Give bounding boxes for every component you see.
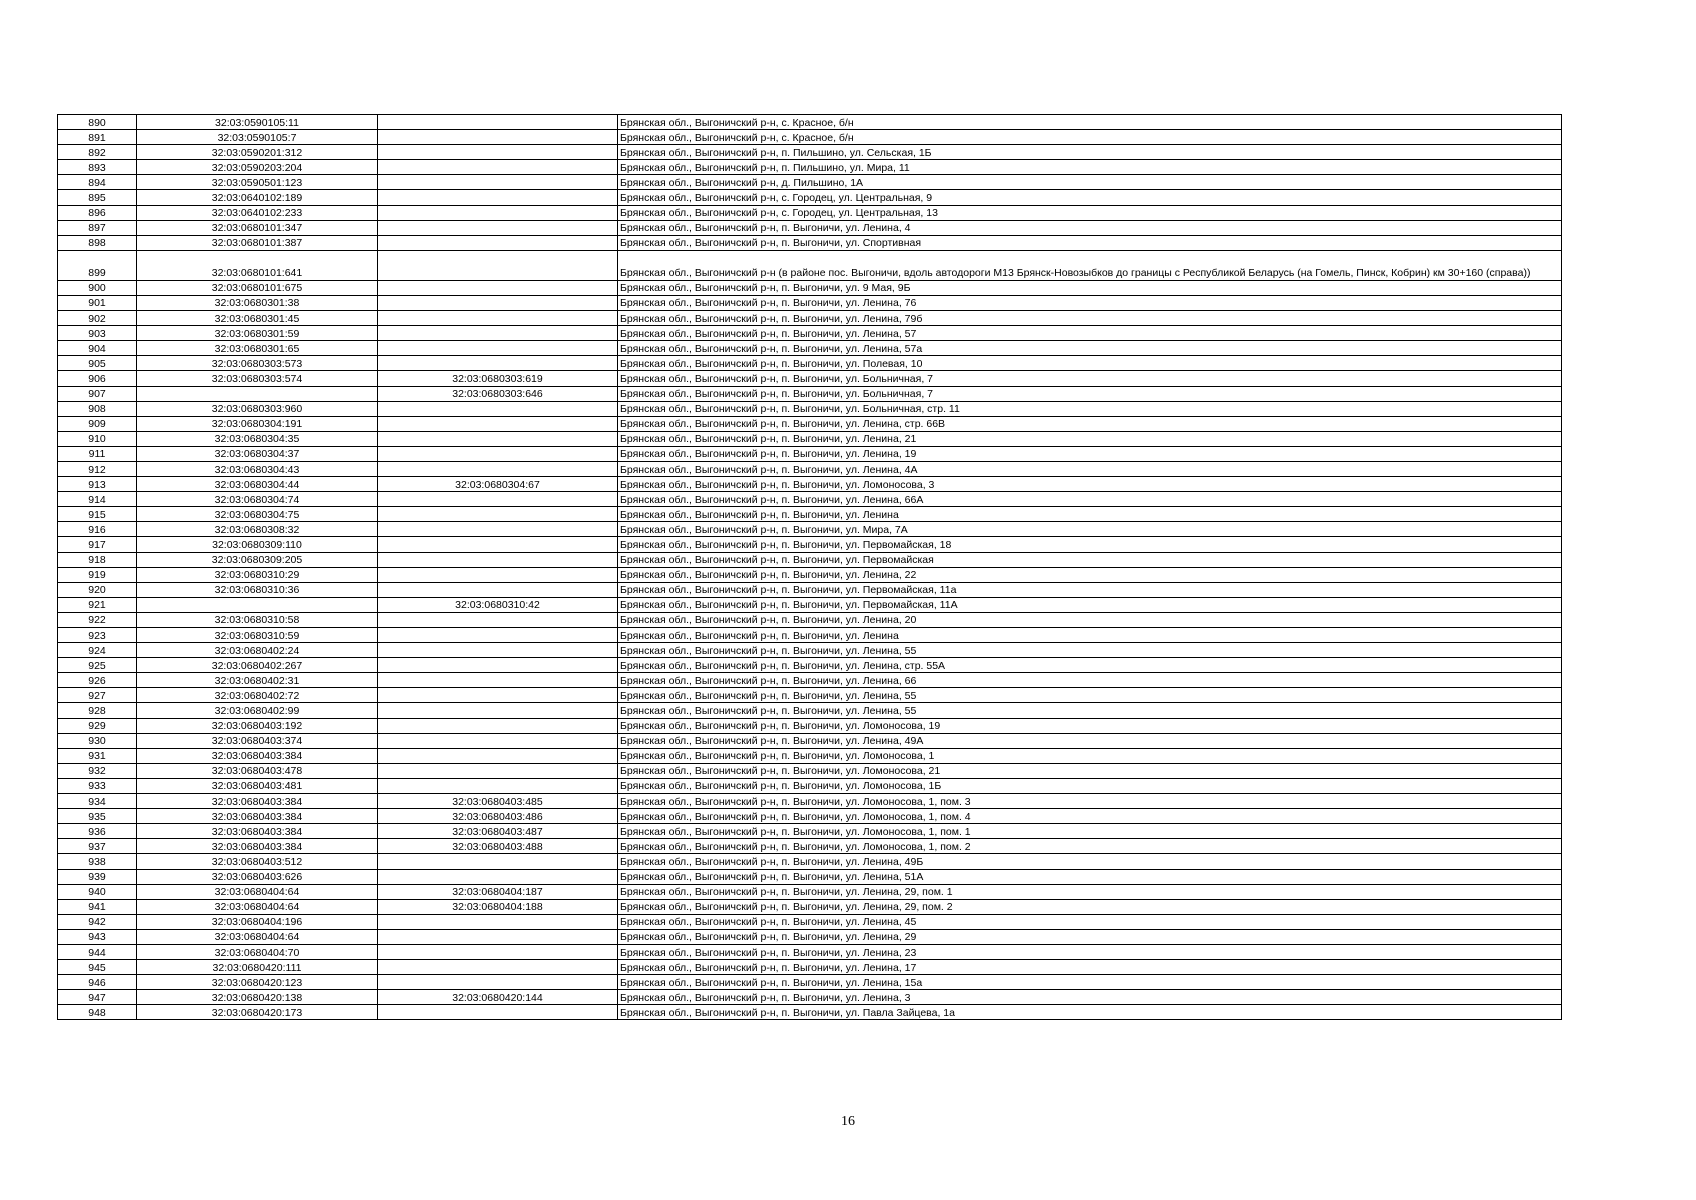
address-cell: Брянская обл., Выгоничский р-н, п. Выгоничи, ул. Ленина, 51А bbox=[618, 869, 1562, 884]
cadastral-number-cell: 32:03:0680304:44 bbox=[137, 477, 378, 492]
row-number-cell: 916 bbox=[58, 522, 137, 537]
property-table-body bbox=[58, 115, 1562, 1020]
table-row bbox=[58, 778, 1562, 793]
related-cadastral-number-cell bbox=[378, 612, 618, 627]
cadastral-number-cell: 32:03:0680403:384 bbox=[137, 824, 378, 839]
row-number-cell: 922 bbox=[58, 612, 137, 627]
related-cadastral-number-cell bbox=[378, 914, 618, 929]
table-row bbox=[58, 748, 1562, 763]
related-cadastral-number-cell bbox=[378, 190, 618, 205]
cadastral-number-cell: 32:03:0680301:45 bbox=[137, 311, 378, 326]
table-row bbox=[58, 944, 1562, 959]
table-row bbox=[58, 341, 1562, 356]
table-row bbox=[58, 461, 1562, 476]
cadastral-number-cell: 32:03:0680402:31 bbox=[137, 673, 378, 688]
related-cadastral-number-cell bbox=[378, 326, 618, 341]
table-row bbox=[58, 492, 1562, 507]
address-cell: Брянская обл., Выгоничский р-н, п. Выгоничи, ул. Павла Зайцева, 1а bbox=[618, 1005, 1562, 1020]
row-number-cell: 927 bbox=[58, 688, 137, 703]
row-number-cell: 911 bbox=[58, 446, 137, 461]
related-cadastral-number-cell: 32:03:0680303:646 bbox=[378, 386, 618, 401]
cadastral-number-cell: 32:03:0680404:64 bbox=[137, 899, 378, 914]
table-row bbox=[58, 733, 1562, 748]
row-number-cell: 935 bbox=[58, 809, 137, 824]
cadastral-number-cell: 32:03:0680404:196 bbox=[137, 914, 378, 929]
cadastral-number-cell: 32:03:0680301:38 bbox=[137, 295, 378, 310]
related-cadastral-number-cell bbox=[378, 175, 618, 190]
cadastral-number-cell: 32:03:0680301:65 bbox=[137, 341, 378, 356]
row-number-cell: 939 bbox=[58, 869, 137, 884]
table-row bbox=[58, 175, 1562, 190]
row-number-cell: 914 bbox=[58, 492, 137, 507]
related-cadastral-number-cell bbox=[378, 643, 618, 658]
address-cell: Брянская обл., Выгоничский р-н, п. Выгоничи, ул. Ленина, стр. 66В bbox=[618, 416, 1562, 431]
cadastral-number-cell: 32:03:0680403:384 bbox=[137, 839, 378, 854]
row-number-cell: 902 bbox=[58, 311, 137, 326]
cadastral-number-cell: 32:03:0680101:387 bbox=[137, 235, 378, 250]
cadastral-number-cell: 32:03:0680402:99 bbox=[137, 703, 378, 718]
row-number-cell: 936 bbox=[58, 824, 137, 839]
cadastral-number-cell: 32:03:0680403:626 bbox=[137, 869, 378, 884]
row-number-cell: 899 bbox=[58, 250, 137, 280]
related-cadastral-number-cell bbox=[378, 401, 618, 416]
table-row bbox=[58, 145, 1562, 160]
table-row bbox=[58, 975, 1562, 990]
related-cadastral-number-cell: 32:03:0680310:42 bbox=[378, 597, 618, 612]
related-cadastral-number-cell bbox=[378, 960, 618, 975]
row-number-cell: 923 bbox=[58, 628, 137, 643]
cadastral-number-cell: 32:03:0680304:35 bbox=[137, 431, 378, 446]
related-cadastral-number-cell: 32:03:0680404:187 bbox=[378, 884, 618, 899]
row-number-cell: 891 bbox=[58, 130, 137, 145]
cadastral-number-cell: 32:03:0680309:110 bbox=[137, 537, 378, 552]
address-cell: Брянская обл., Выгоничский р-н, с. Красное, б/н bbox=[618, 130, 1562, 145]
cadastral-number-cell: 32:03:0680404:64 bbox=[137, 929, 378, 944]
table-row bbox=[58, 643, 1562, 658]
row-number-cell: 937 bbox=[58, 839, 137, 854]
related-cadastral-number-cell bbox=[378, 160, 618, 175]
cadastral-number-cell: 32:03:0680420:123 bbox=[137, 975, 378, 990]
address-cell: Брянская обл., Выгоничский р-н, п. Выгоничи, ул. Ломоносова, 1 bbox=[618, 748, 1562, 763]
address-cell: Брянская обл., Выгоничский р-н, п. Выгоничи, ул. Больничная, 7 bbox=[618, 386, 1562, 401]
cadastral-number-cell: 32:03:0680303:573 bbox=[137, 356, 378, 371]
related-cadastral-number-cell bbox=[378, 567, 618, 582]
related-cadastral-number-cell bbox=[378, 356, 618, 371]
related-cadastral-number-cell bbox=[378, 341, 618, 356]
table-row bbox=[58, 190, 1562, 205]
related-cadastral-number-cell bbox=[378, 115, 618, 130]
cadastral-number-cell: 32:03:0680403:384 bbox=[137, 748, 378, 763]
table-row bbox=[58, 718, 1562, 733]
table-row bbox=[58, 235, 1562, 250]
row-number-cell: 925 bbox=[58, 658, 137, 673]
address-cell: Брянская обл., Выгоничский р-н, п. Выгоничи, ул. Ломоносова, 21 bbox=[618, 763, 1562, 778]
related-cadastral-number-cell: 32:03:0680403:486 bbox=[378, 809, 618, 824]
table-row bbox=[58, 1005, 1562, 1020]
address-cell: Брянская обл., Выгоничский р-н, п. Выгоничи, ул. Ленина, 29 bbox=[618, 929, 1562, 944]
row-number-cell: 920 bbox=[58, 582, 137, 597]
table-row bbox=[58, 130, 1562, 145]
address-cell: Брянская обл., Выгоничский р-н, п. Выгоничи, ул. Ленина, 4 bbox=[618, 220, 1562, 235]
related-cadastral-number-cell bbox=[378, 688, 618, 703]
row-number-cell: 909 bbox=[58, 416, 137, 431]
address-cell: Брянская обл., Выгоничский р-н, п. Выгоничи, ул. Ленина, 79б bbox=[618, 311, 1562, 326]
cadastral-number-cell bbox=[137, 597, 378, 612]
table-row bbox=[58, 854, 1562, 869]
related-cadastral-number-cell bbox=[378, 416, 618, 431]
cadastral-number-cell: 32:03:0680304:37 bbox=[137, 446, 378, 461]
related-cadastral-number-cell: 32:03:0680403:487 bbox=[378, 824, 618, 839]
related-cadastral-number-cell bbox=[378, 658, 618, 673]
row-number-cell: 912 bbox=[58, 461, 137, 476]
row-number-cell: 908 bbox=[58, 401, 137, 416]
related-cadastral-number-cell bbox=[378, 703, 618, 718]
related-cadastral-number-cell bbox=[378, 145, 618, 160]
address-cell: Брянская обл., Выгоничский р-н, п. Выгоничи, ул. Ленина, 23 bbox=[618, 944, 1562, 959]
address-cell: Брянская обл., Выгоничский р-н, п. Выгоничи, ул. Ломоносова, 1Б bbox=[618, 778, 1562, 793]
cadastral-number-cell: 32:03:0680310:29 bbox=[137, 567, 378, 582]
page-number: 16 bbox=[841, 1114, 855, 1129]
row-number-cell: 947 bbox=[58, 990, 137, 1005]
related-cadastral-number-cell bbox=[378, 220, 618, 235]
table-row bbox=[58, 869, 1562, 884]
related-cadastral-number-cell bbox=[378, 628, 618, 643]
address-cell: Брянская обл., Выгоничский р-н, п. Выгоничи, ул. Первомайская, 11А bbox=[618, 597, 1562, 612]
related-cadastral-number-cell bbox=[378, 929, 618, 944]
table-row bbox=[58, 552, 1562, 567]
address-cell: Брянская обл., Выгоничский р-н, п. Выгоничи, ул. Ленина, 3 bbox=[618, 990, 1562, 1005]
row-number-cell: 895 bbox=[58, 190, 137, 205]
table-row bbox=[58, 356, 1562, 371]
table-row bbox=[58, 537, 1562, 552]
related-cadastral-number-cell bbox=[378, 673, 618, 688]
address-cell: Брянская обл., Выгоничский р-н, п. Выгоничи, ул. Ленина, 17 bbox=[618, 960, 1562, 975]
row-number-cell: 913 bbox=[58, 477, 137, 492]
cadastral-number-cell bbox=[137, 386, 378, 401]
address-cell: Брянская обл., Выгоничский р-н, п. Выгоничи, ул. Ленина, 49Б bbox=[618, 854, 1562, 869]
address-cell: Брянская обл., Выгоничский р-н, п. Выгоничи, ул. Ленина, 21 bbox=[618, 431, 1562, 446]
table-row bbox=[58, 446, 1562, 461]
row-number-cell: 903 bbox=[58, 326, 137, 341]
address-cell: Брянская обл., Выгоничский р-н, п. Выгоничи, ул. Ленина bbox=[618, 628, 1562, 643]
address-cell: Брянская обл., Выгоничский р-н, п. Выгоничи, ул. Ленина, 49А bbox=[618, 733, 1562, 748]
table-row bbox=[58, 280, 1562, 295]
address-cell: Брянская обл., Выгоничский р-н, п. Выгоничи, ул. Ленина, 55 bbox=[618, 688, 1562, 703]
table-row bbox=[58, 990, 1562, 1005]
table-row bbox=[58, 401, 1562, 416]
address-cell: Брянская обл., Выгоничский р-н, п. Выгоничи, ул. Ленина, 66 bbox=[618, 673, 1562, 688]
table-row bbox=[58, 914, 1562, 929]
address-cell: Брянская обл., Выгоничский р-н, п. Выгоничи, ул. Ленина, стр. 55А bbox=[618, 658, 1562, 673]
related-cadastral-number-cell: 32:03:0680303:619 bbox=[378, 371, 618, 386]
cadastral-number-cell: 32:03:0680309:205 bbox=[137, 552, 378, 567]
table-row bbox=[58, 115, 1562, 130]
table-row bbox=[58, 929, 1562, 944]
address-cell: Брянская обл., Выгоничский р-н, с. Городец, ул. Центральная, 13 bbox=[618, 205, 1562, 220]
row-number-cell: 894 bbox=[58, 175, 137, 190]
related-cadastral-number-cell bbox=[378, 250, 618, 280]
row-number-cell: 932 bbox=[58, 763, 137, 778]
related-cadastral-number-cell bbox=[378, 311, 618, 326]
address-cell: Брянская обл., Выгоничский р-н, п. Выгоничи, ул. Мира, 7А bbox=[618, 522, 1562, 537]
row-number-cell: 943 bbox=[58, 929, 137, 944]
cadastral-number-cell: 32:03:0680101:641 bbox=[137, 250, 378, 280]
table-row bbox=[58, 658, 1562, 673]
related-cadastral-number-cell bbox=[378, 733, 618, 748]
address-cell: Брянская обл., Выгоничский р-н, п. Выгоничи, ул. Первомайская, 11а bbox=[618, 582, 1562, 597]
related-cadastral-number-cell bbox=[378, 552, 618, 567]
cadastral-number-cell: 32:03:0680420:111 bbox=[137, 960, 378, 975]
related-cadastral-number-cell: 32:03:0680404:188 bbox=[378, 899, 618, 914]
row-number-cell: 938 bbox=[58, 854, 137, 869]
address-cell: Брянская обл., Выгоничский р-н, п. Выгоничи, ул. Ленина, 76 bbox=[618, 295, 1562, 310]
related-cadastral-number-cell bbox=[378, 235, 618, 250]
related-cadastral-number-cell: 32:03:0680403:488 bbox=[378, 839, 618, 854]
row-number-cell: 941 bbox=[58, 899, 137, 914]
property-table bbox=[57, 114, 1562, 1020]
related-cadastral-number-cell bbox=[378, 431, 618, 446]
address-cell: Брянская обл., Выгоничский р-н, п. Выгоничи, ул. Ленина, 4А bbox=[618, 461, 1562, 476]
row-number-cell: 929 bbox=[58, 718, 137, 733]
cadastral-number-cell: 32:03:0680404:70 bbox=[137, 944, 378, 959]
cadastral-number-cell: 32:03:0680303:960 bbox=[137, 401, 378, 416]
row-number-cell: 942 bbox=[58, 914, 137, 929]
table-row bbox=[58, 431, 1562, 446]
address-cell: Брянская обл., Выгоничский р-н, п. Выгоничи, ул. Ломоносова, 3 bbox=[618, 477, 1562, 492]
cadastral-number-cell: 32:03:0590105:11 bbox=[137, 115, 378, 130]
address-cell: Брянская обл., Выгоничский р-н, п. Выгоничи, ул. Первомайская bbox=[618, 552, 1562, 567]
cadastral-number-cell: 32:03:0590203:204 bbox=[137, 160, 378, 175]
cadastral-number-cell: 32:03:0680310:36 bbox=[137, 582, 378, 597]
table-row bbox=[58, 250, 1562, 280]
cadastral-number-cell: 32:03:0680403:512 bbox=[137, 854, 378, 869]
row-number-cell: 893 bbox=[58, 160, 137, 175]
row-number-cell: 946 bbox=[58, 975, 137, 990]
table-row bbox=[58, 371, 1562, 386]
table-row bbox=[58, 477, 1562, 492]
row-number-cell: 907 bbox=[58, 386, 137, 401]
table-row bbox=[58, 205, 1562, 220]
address-cell: Брянская обл., Выгоничский р-н, п. Выгоничи, ул. Ленина, 57 bbox=[618, 326, 1562, 341]
related-cadastral-number-cell bbox=[378, 461, 618, 476]
address-cell: Брянская обл., Выгоничский р-н, п. Пильшино, ул. Сельская, 1Б bbox=[618, 145, 1562, 160]
address-cell: Брянская обл., Выгоничский р-н, п. Выгоничи, ул. Ломоносова, 1, пом. 4 bbox=[618, 809, 1562, 824]
row-number-cell: 906 bbox=[58, 371, 137, 386]
address-cell: Брянская обл., Выгоничский р-н, п. Выгоничи, ул. Спортивная bbox=[618, 235, 1562, 250]
row-number-cell: 917 bbox=[58, 537, 137, 552]
table-row bbox=[58, 220, 1562, 235]
related-cadastral-number-cell bbox=[378, 446, 618, 461]
address-cell: Брянская обл., Выгоничский р-н, п. Выгоничи, ул. Ломоносова, 1, пом. 1 bbox=[618, 824, 1562, 839]
row-number-cell: 892 bbox=[58, 145, 137, 160]
address-cell: Брянская обл., Выгоничский р-н, д. Пильшино, 1А bbox=[618, 175, 1562, 190]
address-cell: Брянская обл., Выгоничский р-н, п. Выгоничи, ул. 9 Мая, 9Б bbox=[618, 280, 1562, 295]
related-cadastral-number-cell bbox=[378, 582, 618, 597]
cadastral-number-cell: 32:03:0680402:267 bbox=[137, 658, 378, 673]
address-cell: Брянская обл., Выгоничский р-н, п. Выгоничи, ул. Ленина, 22 bbox=[618, 567, 1562, 582]
cadastral-number-cell: 32:03:0640102:189 bbox=[137, 190, 378, 205]
related-cadastral-number-cell bbox=[378, 854, 618, 869]
table-row bbox=[58, 673, 1562, 688]
table-row bbox=[58, 960, 1562, 975]
cadastral-number-cell: 32:03:0680101:347 bbox=[137, 220, 378, 235]
address-cell: Брянская обл., Выгоничский р-н, п. Выгоничи, ул. Ленина, 55 bbox=[618, 703, 1562, 718]
cadastral-number-cell: 32:03:0680403:384 bbox=[137, 794, 378, 809]
table-row bbox=[58, 809, 1562, 824]
related-cadastral-number-cell bbox=[378, 763, 618, 778]
cadastral-number-cell: 32:03:0680301:59 bbox=[137, 326, 378, 341]
related-cadastral-number-cell bbox=[378, 130, 618, 145]
row-number-cell: 934 bbox=[58, 794, 137, 809]
table-row bbox=[58, 416, 1562, 431]
related-cadastral-number-cell bbox=[378, 295, 618, 310]
address-cell: Брянская обл., Выгоничский р-н, п. Выгоничи, ул. Ломоносова, 19 bbox=[618, 718, 1562, 733]
table-row bbox=[58, 899, 1562, 914]
related-cadastral-number-cell bbox=[378, 507, 618, 522]
address-cell: Брянская обл., Выгоничский р-н, п. Выгоничи, ул. Ленина, 55 bbox=[618, 643, 1562, 658]
address-cell: Брянская обл., Выгоничский р-н, п. Выгоничи, ул. Ломоносова, 1, пом. 2 bbox=[618, 839, 1562, 854]
cadastral-number-cell: 32:03:0680101:675 bbox=[137, 280, 378, 295]
cadastral-number-cell: 32:03:0680310:58 bbox=[137, 612, 378, 627]
table-row bbox=[58, 763, 1562, 778]
row-number-cell: 948 bbox=[58, 1005, 137, 1020]
row-number-cell: 944 bbox=[58, 944, 137, 959]
table-row bbox=[58, 794, 1562, 809]
cadastral-number-cell: 32:03:0680403:478 bbox=[137, 763, 378, 778]
table-row bbox=[58, 824, 1562, 839]
cadastral-number-cell: 32:03:0590501:123 bbox=[137, 175, 378, 190]
cadastral-number-cell: 32:03:0590105:7 bbox=[137, 130, 378, 145]
address-cell: Брянская обл., Выгоничский р-н, п. Пильшино, ул. Мира, 11 bbox=[618, 160, 1562, 175]
cadastral-number-cell: 32:03:0680304:43 bbox=[137, 461, 378, 476]
row-number-cell: 924 bbox=[58, 643, 137, 658]
address-cell: Брянская обл., Выгоничский р-н, п. Выгоничи, ул. Ленина, 29, пом. 2 bbox=[618, 899, 1562, 914]
row-number-cell: 897 bbox=[58, 220, 137, 235]
address-cell: Брянская обл., Выгоничский р-н, п. Выгоничи, ул. Больничная, стр. 11 bbox=[618, 401, 1562, 416]
row-number-cell: 915 bbox=[58, 507, 137, 522]
table-row bbox=[58, 612, 1562, 627]
cadastral-number-cell: 32:03:0680303:574 bbox=[137, 371, 378, 386]
cadastral-number-cell: 32:03:0680420:173 bbox=[137, 1005, 378, 1020]
row-number-cell: 940 bbox=[58, 884, 137, 899]
table-row bbox=[58, 703, 1562, 718]
related-cadastral-number-cell bbox=[378, 537, 618, 552]
related-cadastral-number-cell: 32:03:0680304:67 bbox=[378, 477, 618, 492]
address-cell: Брянская обл., Выгоничский р-н, п. Выгоничи, ул. Больничная, 7 bbox=[618, 371, 1562, 386]
table-row bbox=[58, 839, 1562, 854]
table-row bbox=[58, 688, 1562, 703]
table-row bbox=[58, 507, 1562, 522]
related-cadastral-number-cell bbox=[378, 205, 618, 220]
cadastral-number-cell: 32:03:0680310:59 bbox=[137, 628, 378, 643]
row-number-cell: 919 bbox=[58, 567, 137, 582]
address-cell: Брянская обл., Выгоничский р-н, с. Красное, б/н bbox=[618, 115, 1562, 130]
row-number-cell: 945 bbox=[58, 960, 137, 975]
row-number-cell: 904 bbox=[58, 341, 137, 356]
cadastral-number-cell: 32:03:0680304:191 bbox=[137, 416, 378, 431]
cadastral-number-cell: 32:03:0680402:24 bbox=[137, 643, 378, 658]
cadastral-number-cell: 32:03:0680404:64 bbox=[137, 884, 378, 899]
table-row bbox=[58, 522, 1562, 537]
related-cadastral-number-cell bbox=[378, 522, 618, 537]
related-cadastral-number-cell bbox=[378, 778, 618, 793]
row-number-cell: 898 bbox=[58, 235, 137, 250]
row-number-cell: 921 bbox=[58, 597, 137, 612]
table-row bbox=[58, 597, 1562, 612]
cadastral-number-cell: 32:03:0680308:32 bbox=[137, 522, 378, 537]
row-number-cell: 926 bbox=[58, 673, 137, 688]
address-cell: Брянская обл., Выгоничский р-н, п. Выгоничи, ул. Ленина bbox=[618, 507, 1562, 522]
cadastral-number-cell: 32:03:0640102:233 bbox=[137, 205, 378, 220]
address-cell: Брянская обл., Выгоничский р-н, п. Выгоничи, ул. Ленина, 66А bbox=[618, 492, 1562, 507]
address-cell: Брянская обл., Выгоничский р-н, п. Выгоничи, ул. Ленина, 15а bbox=[618, 975, 1562, 990]
cadastral-number-cell: 32:03:0680304:74 bbox=[137, 492, 378, 507]
address-cell: Брянская обл., Выгоничский р-н, п. Выгоничи, ул. Ленина, 57а bbox=[618, 341, 1562, 356]
row-number-cell: 896 bbox=[58, 205, 137, 220]
row-number-cell: 928 bbox=[58, 703, 137, 718]
related-cadastral-number-cell bbox=[378, 280, 618, 295]
table-row bbox=[58, 884, 1562, 899]
related-cadastral-number-cell: 32:03:0680403:485 bbox=[378, 794, 618, 809]
table-row bbox=[58, 160, 1562, 175]
row-number-cell: 910 bbox=[58, 431, 137, 446]
row-number-cell: 901 bbox=[58, 295, 137, 310]
address-cell: Брянская обл., Выгоничский р-н, п. Выгоничи, ул. Ленина, 29, пом. 1 bbox=[618, 884, 1562, 899]
row-number-cell: 890 bbox=[58, 115, 137, 130]
row-number-cell: 918 bbox=[58, 552, 137, 567]
related-cadastral-number-cell: 32:03:0680420:144 bbox=[378, 990, 618, 1005]
row-number-cell: 900 bbox=[58, 280, 137, 295]
related-cadastral-number-cell bbox=[378, 748, 618, 763]
row-number-cell: 930 bbox=[58, 733, 137, 748]
related-cadastral-number-cell bbox=[378, 869, 618, 884]
table-row bbox=[58, 295, 1562, 310]
related-cadastral-number-cell bbox=[378, 944, 618, 959]
row-number-cell: 931 bbox=[58, 748, 137, 763]
table-row bbox=[58, 311, 1562, 326]
cadastral-number-cell: 32:03:0680420:138 bbox=[137, 990, 378, 1005]
row-number-cell: 905 bbox=[58, 356, 137, 371]
address-cell: Брянская обл., Выгоничский р-н, с. Городец, ул. Центральная, 9 bbox=[618, 190, 1562, 205]
cadastral-number-cell: 32:03:0680403:384 bbox=[137, 809, 378, 824]
related-cadastral-number-cell bbox=[378, 718, 618, 733]
cadastral-number-cell: 32:03:0680403:192 bbox=[137, 718, 378, 733]
table-row bbox=[58, 567, 1562, 582]
cadastral-number-cell: 32:03:0680403:374 bbox=[137, 733, 378, 748]
address-cell: Брянская обл., Выгоничский р-н (в районе пос. Выгоничи, вдоль автодороги М13 Брянск-Новозыбков до границы с Республикой Беларусь (на Гомель, Пинск, Кобрин) км 30+160 (справа)) bbox=[618, 250, 1562, 280]
related-cadastral-number-cell bbox=[378, 492, 618, 507]
table-row bbox=[58, 326, 1562, 341]
address-cell: Брянская обл., Выгоничский р-н, п. Выгоничи, ул. Ленина, 45 bbox=[618, 914, 1562, 929]
table-row bbox=[58, 386, 1562, 401]
cadastral-number-cell: 32:03:0590201:312 bbox=[137, 145, 378, 160]
related-cadastral-number-cell bbox=[378, 975, 618, 990]
address-cell: Брянская обл., Выгоничский р-н, п. Выгоничи, ул. Ленина, 19 bbox=[618, 446, 1562, 461]
address-cell: Брянская обл., Выгоничский р-н, п. Выгоничи, ул. Первомайская, 18 bbox=[618, 537, 1562, 552]
address-cell: Брянская обл., Выгоничский р-н, п. Выгоничи, ул. Полевая, 10 bbox=[618, 356, 1562, 371]
table-row bbox=[58, 628, 1562, 643]
cadastral-number-cell: 32:03:0680403:481 bbox=[137, 778, 378, 793]
address-cell: Брянская обл., Выгоничский р-н, п. Выгоничи, ул. Ломоносова, 1, пом. 3 bbox=[618, 794, 1562, 809]
cadastral-number-cell: 32:03:0680304:75 bbox=[137, 507, 378, 522]
cadastral-number-cell: 32:03:0680402:72 bbox=[137, 688, 378, 703]
table-row bbox=[58, 582, 1562, 597]
row-number-cell: 933 bbox=[58, 778, 137, 793]
related-cadastral-number-cell bbox=[378, 1005, 618, 1020]
address-cell: Брянская обл., Выгоничский р-н, п. Выгоничи, ул. Ленина, 20 bbox=[618, 612, 1562, 627]
